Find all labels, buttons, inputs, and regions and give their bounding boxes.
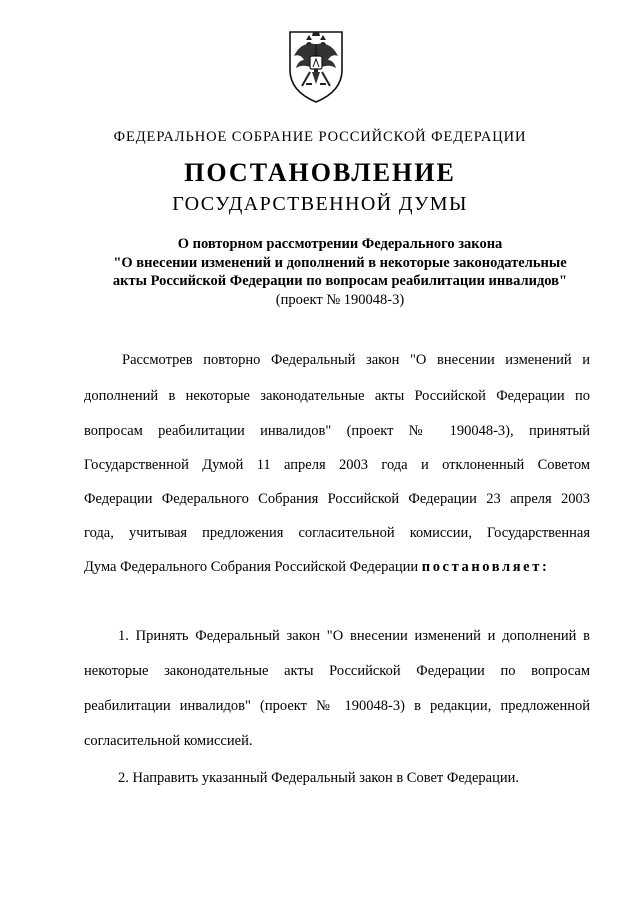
subject-line: О повторном рассмотрении Федерального закона: [177, 236, 503, 252]
paragraph-line: реабилитации инвалидов" (проект № 190048-3) в редакции, предложенной: [84, 698, 590, 714]
paragraph-line: года, учитывая предложения согласительной комиссии, Государственная: [84, 525, 590, 541]
resolution-verb: постановляет:: [421, 559, 550, 575]
paragraph-line: Федерации Федерального Собрания Российской Федерации 23 апреля 2003: [84, 491, 590, 507]
project-number: (проект № 190048-3): [275, 291, 405, 308]
paragraph-line: [84, 559, 590, 576]
subject-line: "О внесении изменений и дополнений в некоторые законодательные: [113, 254, 567, 271]
document-subtitle: ГОСУДАРСТВЕННОЙ ДУМЫ: [172, 193, 468, 215]
document-subject: [90, 235, 590, 309]
paragraph-line: дополнений в некоторые законодательные акты Российской Федерации по: [84, 388, 590, 404]
paragraph-line: некоторые законодательные акты Российской Федерации по вопросам: [84, 663, 590, 679]
resolution-preamble: Дума Федерального Собрания Российской Федерации: [84, 559, 419, 575]
russian-coat-of-arms-icon: [284, 26, 348, 104]
paragraph-line: 1. Принять Федеральный закон "О внесении изменений и дополнений в: [118, 628, 590, 644]
paragraph-line: 2. Направить указанный Федеральный закон в Совет Федерации.: [118, 770, 519, 786]
document-title: ПОСТАНОВЛЕНИЕ: [184, 158, 456, 187]
organization-name: ФЕДЕРАЛЬНОЕ СОБРАНИЕ РОССИЙСКОЙ ФЕДЕРАЦИИ: [113, 129, 527, 145]
paragraph-line: вопросам реабилитации инвалидов" (проект № 190048-3), принятый: [84, 423, 590, 439]
paragraph-line: согласительной комиссией.: [84, 733, 253, 749]
subject-line: акты Российской Федерации по вопросам реабилитации инвалидов": [112, 273, 568, 289]
paragraph-line: Государственной Думой 11 апреля 2003 года и отклоненный Советом: [84, 457, 590, 473]
paragraph-line: Рассмотрев повторно Федеральный закон "О внесении изменений и: [122, 352, 590, 368]
